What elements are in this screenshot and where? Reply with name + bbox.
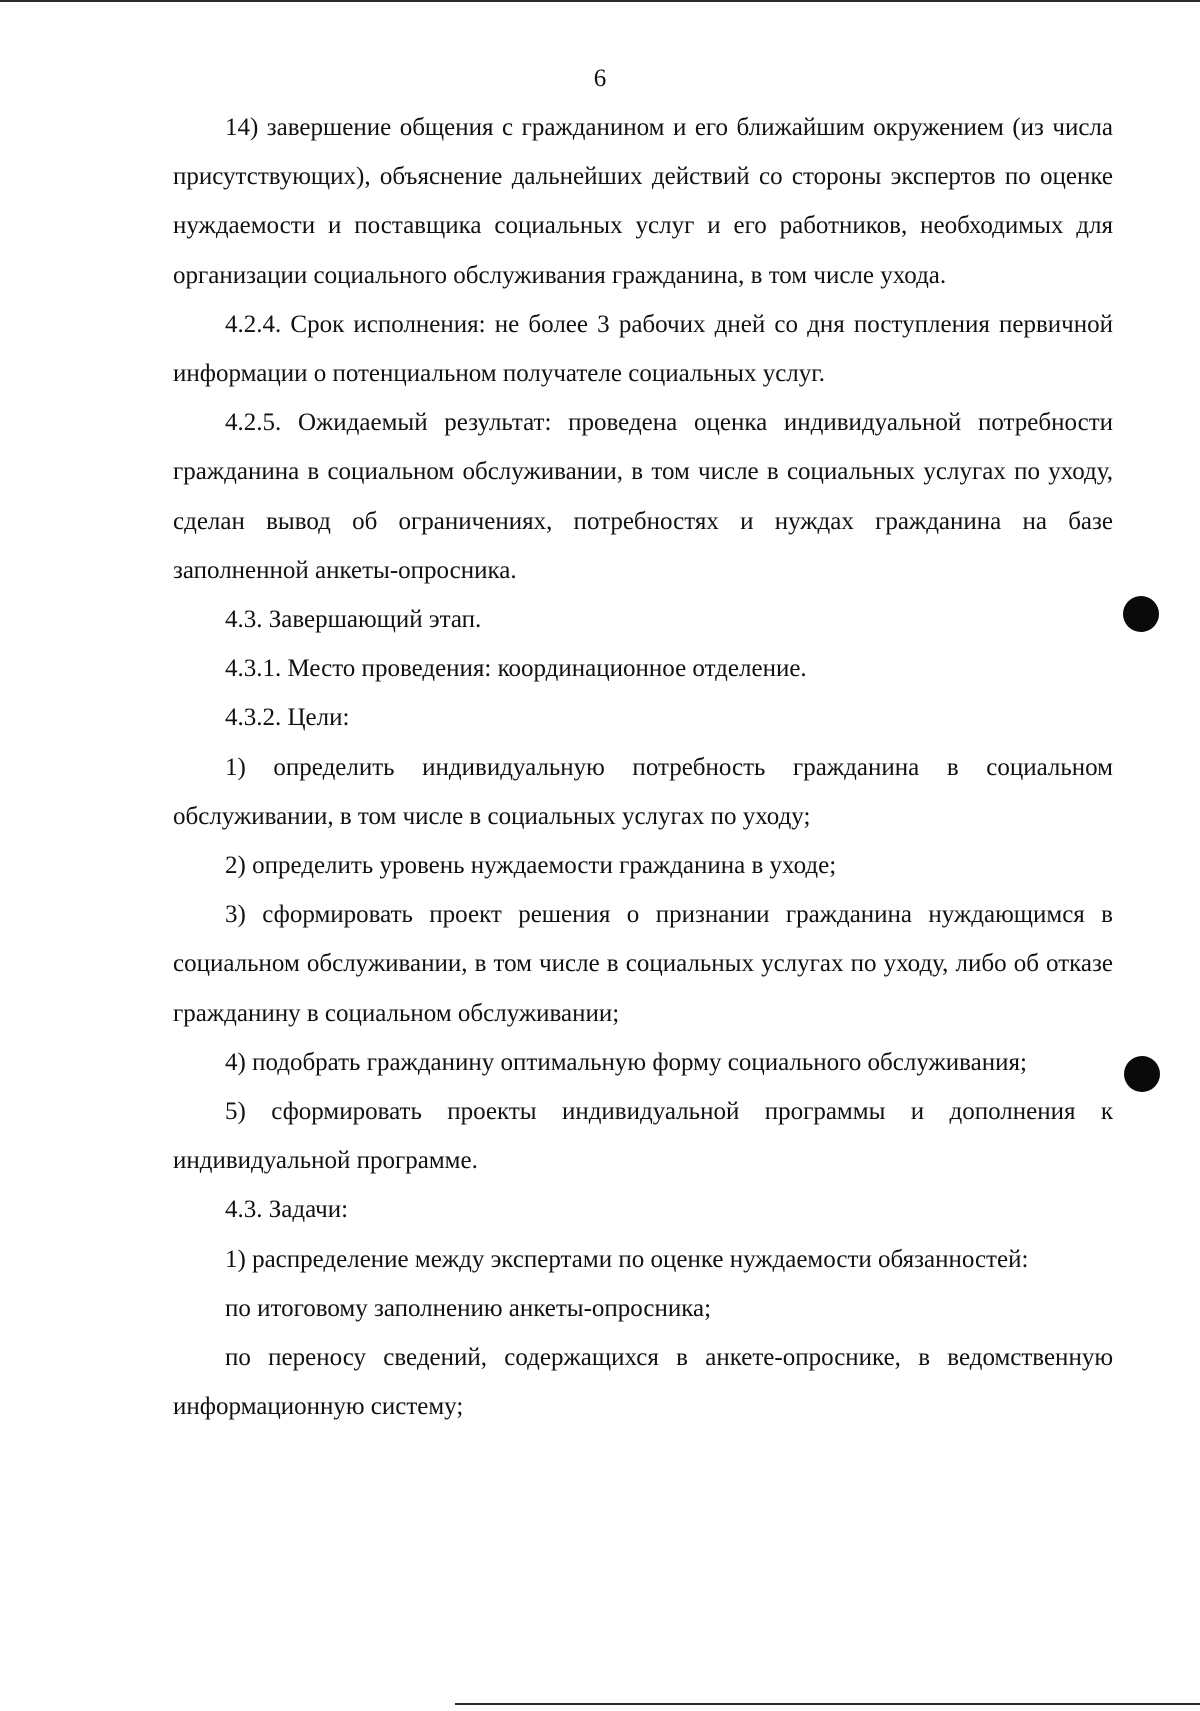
goal-item-2: 2) определить уровень нуждаемости гражданина в уходе; xyxy=(225,852,837,880)
bottom-edge-line xyxy=(455,1703,1200,1705)
page-number: 6 xyxy=(593,65,607,92)
paragraph-4-2-4: 4.2.4. Срок исполнения: не более 3 рабочих дней со дня поступления первичной информации о потенциальном получателе социальных услуг. xyxy=(173,310,1113,388)
task-subitem-1: по итоговому заполнению анкеты-опросника; xyxy=(225,1294,712,1322)
punch-hole-mark xyxy=(1123,596,1159,632)
task-item-1: 1) распределение между экспертами по оценке нуждаемости обязанностей: xyxy=(225,1245,1029,1273)
goal-item-4: 4) подобрать гражданину оптимальную форму социального обслуживания; xyxy=(225,1048,1027,1076)
paragraph-4-2-5: 4.2.5. Ожидаемый результат: проведена оценка индивидуальной потребности гражданина в социальном обслуживании, в том числе в социальных услугах по уходу, сделан вывод об ограничениях, потребностях и нуждах гражданина на базе заполненной анкеты-опросника. xyxy=(173,409,1113,584)
paragraph-4-3-1: 4.3.1. Место проведения: координационное отделение. xyxy=(225,655,807,683)
punch-hole-mark xyxy=(1124,1056,1160,1092)
goal-item-1: 1) определить индивидуальную потребность гражданина в социальном обслуживании, в том числе в социальных услугах по уходу; xyxy=(173,753,1113,830)
heading-4-3: 4.3. Завершающий этап. xyxy=(225,606,482,634)
paragraph-item-14: 14) завершение общения с гражданином и его ближайшим окружением (из числа присутствующих), объяснение дальнейших действий со стороны экспертов по оценке нуждаемости и поставщика социальных услуг и его работников, необходимых для организации социального обслуживания гражданина, в том числе ухода. xyxy=(173,114,1113,289)
goal-item-5: 5) сформировать проекты индивидуальной программы и дополнения к индивидуальной программе. xyxy=(173,1098,1113,1175)
heading-tasks: 4.3. Задачи: xyxy=(225,1196,349,1224)
paragraph-4-3-2: 4.3.2. Цели: xyxy=(225,704,350,732)
document-body xyxy=(173,103,1113,1431)
task-subitem-2: по переносу сведений, содержащихся в анкете-опроснике, в ведомственную информационную систему; xyxy=(173,1344,1113,1421)
goal-item-3: 3) сформировать проект решения о признании гражданина нуждающимся в социальном обслуживании, в том числе в социальных услугах по уходу, либо об отказе гражданину в социальном обслуживании; xyxy=(173,901,1113,1027)
top-edge-line xyxy=(0,0,1200,2)
